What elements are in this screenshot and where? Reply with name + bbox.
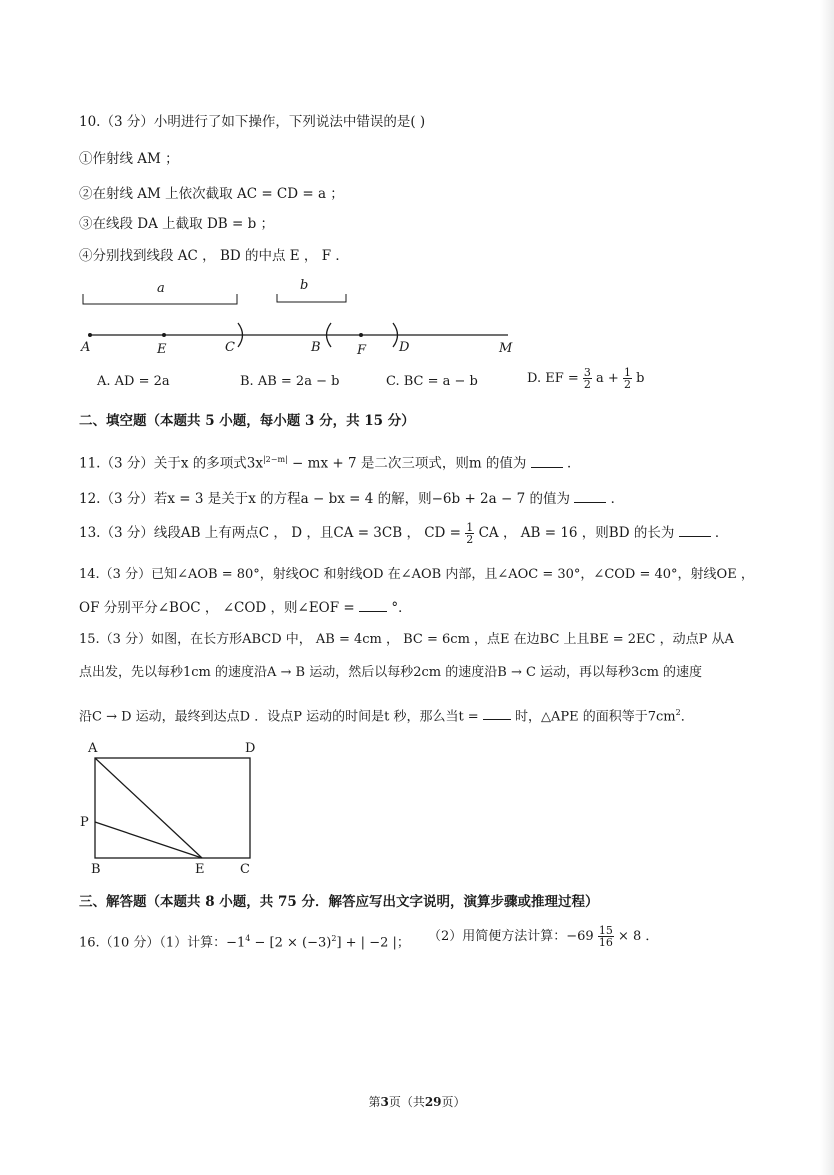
label-point-C: C	[225, 340, 235, 355]
q10-option-B: B. AB = 2a − b	[240, 374, 340, 389]
q10-step-2: ②在射线 AM 上依次截取 AC = CD = a ；	[79, 186, 344, 202]
label-point-A: A	[81, 340, 91, 355]
total-page-count: 29	[424, 1095, 442, 1109]
q10-stem: 10.（3 分）小明进行了如下操作，下列说法中错误的是( )	[79, 114, 426, 130]
point-F	[359, 333, 363, 337]
label-fig-B: B	[91, 862, 101, 877]
q15-line-1: 15.（3 分）如图，在长方形ABCD 中， AB = 4cm ， BC = 6cm ，点E 在边BC 上且BE = 2EC ，动点P 从A	[79, 632, 734, 647]
q15-answer-blank[interactable]	[483, 705, 511, 720]
segment-PE	[95, 822, 202, 858]
q10-step-1: ①作射线 AM ；	[79, 151, 179, 167]
point-E	[162, 333, 166, 337]
q11-answer-blank[interactable]	[531, 453, 563, 468]
section-3-heading: 三、解答题（本题共 8 小题，共 75 分．解答应写出文字说明，演算步骤或推理过程）	[79, 894, 599, 910]
page-edge-shadow	[820, 0, 834, 1175]
q12: 12.（3 分）若x = 3 是关于x 的方程a − bx = 4 的解，则−6b + 2a − 7 的值为 ．	[79, 488, 624, 509]
label-fig-A: A	[88, 741, 98, 756]
q16-part-1: 16.（10 分）（1）计算：$-1^4 - [2 \times (-3)^2]$ + | −2 |；	[79, 934, 410, 951]
q10-option-C: C. BC = a − b	[386, 374, 478, 389]
segment-AE	[95, 758, 202, 858]
label-point-M: M	[499, 341, 513, 356]
q14-line-2: OF 分别平分∠BOC ， ∠COD ，则∠EOF = °．	[79, 597, 412, 618]
point-A	[88, 333, 92, 337]
fraction-1-2-q13: $\frac{1}{2}$	[466, 521, 474, 546]
section-2-heading: 二、填空题（本题共 5 小题，每小题 3 分，共 15 分）	[79, 413, 415, 429]
q16-part-2: （2）用简便方法计算：−69 $\frac{15}{16}$ × 8 ．	[428, 924, 659, 949]
q15-line-2: 点出发，先以每秒1cm 的速度沿A → B 运动，然后以每秒2cm 的速度沿B → C 运动，再以每秒3cm 的速度	[79, 665, 703, 680]
label-fig-P: P	[80, 815, 89, 830]
q12-answer-blank[interactable]	[574, 488, 606, 503]
q11: 11.（3 分）关于x 的多项式$3x^{|2-m|}$ − mx + 7 是二次三项式，则m 的值为 ．	[79, 450, 581, 474]
label-fig-D: D	[245, 741, 256, 756]
label-point-B: B	[311, 340, 321, 355]
q14-line-1: 14.（3 分）已知∠AOB = 80°，射线OC 和射线OD 在∠AOB 内部，且∠AOC = 30°，∠COD = 40°，射线OE ，	[79, 567, 754, 582]
label-fig-E: E	[195, 862, 205, 877]
q13: 13.（3 分）线段AB 上有两点C ， D ，且CA = 3CB ， CD = $\frac{1}{2}$ CA ， AB = 16 ，则BD 的长为 ．	[79, 521, 729, 546]
label-point-E: E	[157, 342, 167, 357]
current-page-number: 3	[380, 1095, 389, 1109]
label-point-D: D	[399, 340, 410, 355]
segment-b-bracket	[277, 294, 346, 302]
q10-option-D: D. EF = $\frac{3}{2}$ a + $\frac{1}{2}$ b	[527, 366, 645, 391]
rectangle-ABCD	[95, 758, 250, 858]
page-footer: 第3页（共29页）	[368, 1095, 466, 1109]
fraction-3-2: $\frac{3}{2}$	[583, 366, 591, 391]
label-a: a	[157, 281, 165, 296]
fraction-1-2: $\frac{1}{2}$	[623, 366, 631, 391]
q15-line-3: 沿C → D 运动，最终到达点D ．设点P 运动的时间是t 秒，那么当t = 时，△APE 的面积等于$7cm^2$．	[79, 703, 694, 727]
q10-option-A: A. AD = 2a	[97, 374, 170, 389]
q14-answer-blank[interactable]	[359, 597, 387, 612]
q15-rectangle-figure	[85, 748, 260, 863]
fraction-15-16: $\frac{15}{16}$	[598, 924, 613, 949]
label-point-F: F	[357, 343, 367, 358]
q10-step-4: ④分别找到线段 AC ， BD 的中点 E ， F ．	[79, 248, 349, 264]
q10-step-3: ③在线段 DA 上截取 DB = b ；	[79, 216, 275, 232]
label-b: b	[300, 278, 309, 293]
q13-answer-blank[interactable]	[679, 522, 711, 537]
label-fig-C: C	[240, 862, 250, 877]
